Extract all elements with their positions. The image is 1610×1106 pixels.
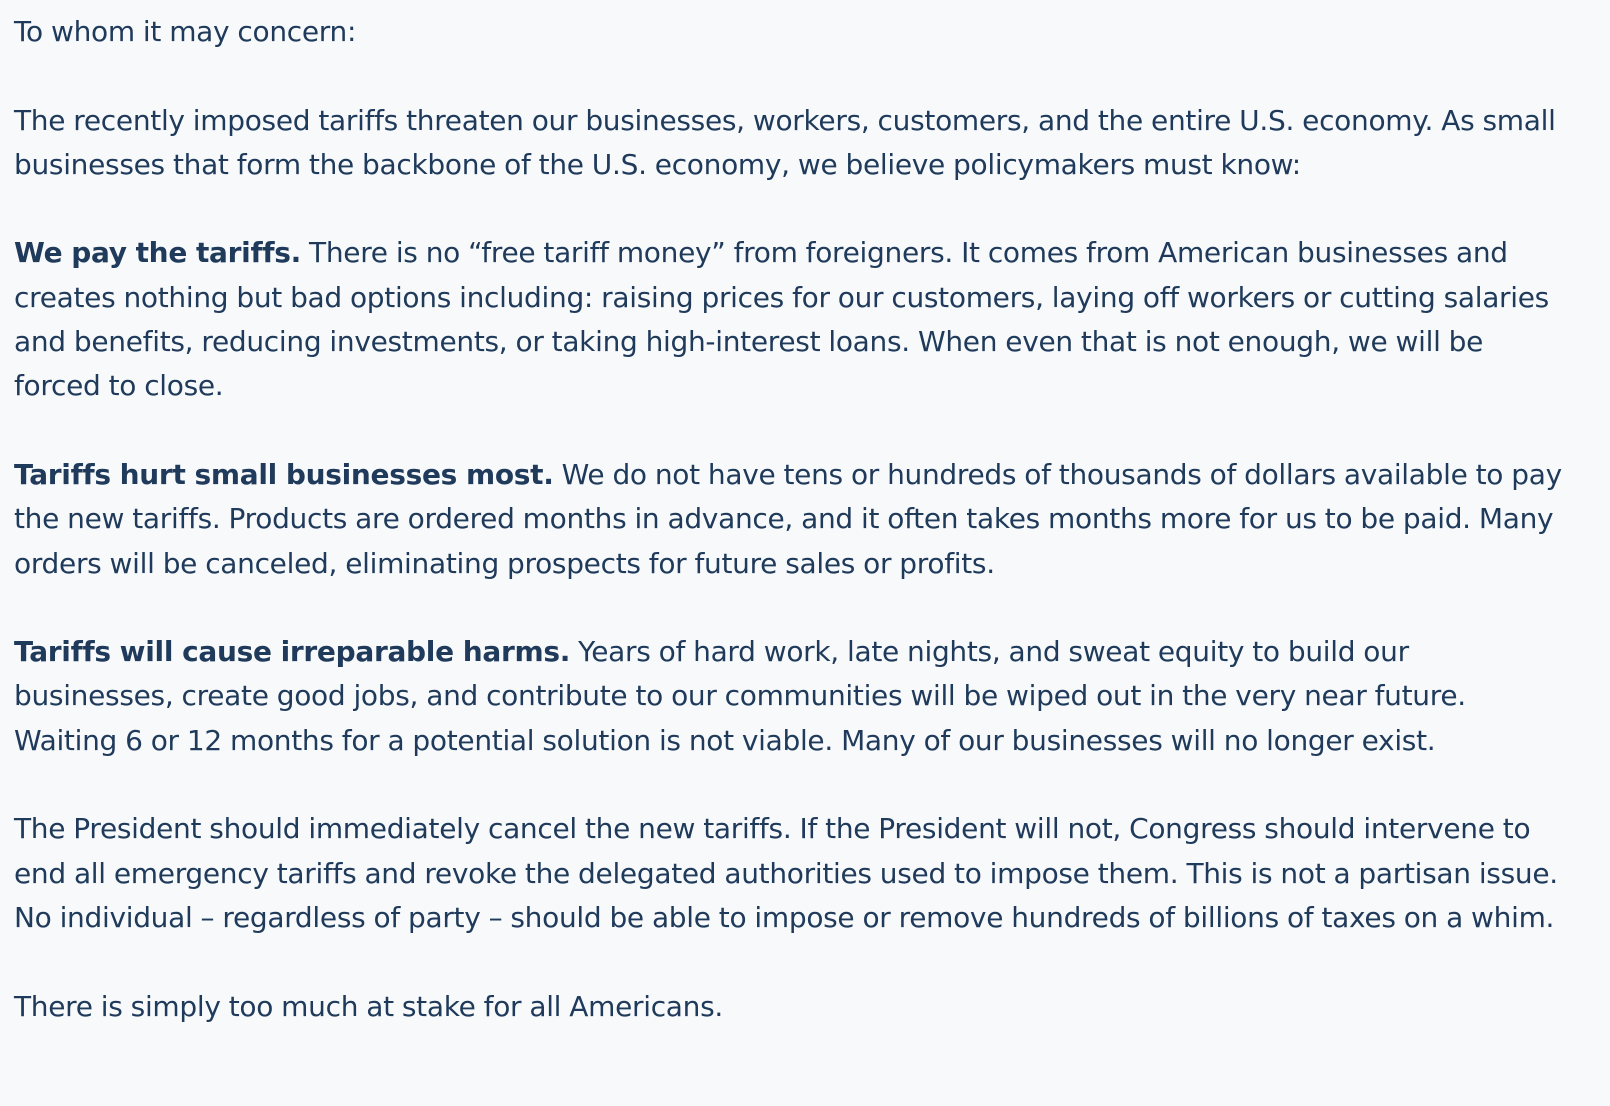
call-to-action-paragraph: The President should immediately cancel the new tariffs. If the President will not, Congress should intervene to end all emergency tariffs and revoke the delegated authorities used to impose them. This is not a partisan issue. No individual – regardless of party – should be able to impose or remove hundreds of billions of taxes on a whim. (14, 812, 1558, 934)
point-heading: Tariffs will cause irreparable harms. (14, 635, 571, 669)
intro-paragraph: The recently imposed tariffs threaten our businesses, workers, customers, and the entire U.S. economy. As small businesses that form the backbone of the U.S. economy, we believe policymakers must know: (14, 103, 1556, 181)
point-pay-tariffs (14, 231, 1574, 408)
point-small-businesses (14, 453, 1574, 586)
point-body: We do not have tens or hundreds of thousands of dollars available to pay the new tariffs. Products are ordered months in advance, and it often takes months more for us to be paid. Many orders will be canceled, eliminating prospects for future sales or profits. (14, 457, 1562, 580)
point-body: Years of hard work, late nights, and sweat equity to build our businesses, create good jobs, and contribute to our communities will be wiped out in the very near future. Waiting 6 or 12 months for a potential solution is not viable. Many of our businesses will no longer exist. (14, 635, 1466, 757)
point-heading: Tariffs hurt small businesses most. (14, 457, 554, 491)
salutation: To whom it may concern: (14, 15, 357, 48)
point-body: There is no “free tariff money” from foreigners. It comes from American businesses and creates nothing but bad options including: raising prices for our customers, laying off workers or cutting salaries and benefits, reducing investments, or taking high-interest loans. When even that is not enough, we will be forced to close. (14, 236, 1549, 403)
letter-body (14, 10, 1574, 1029)
closing-paragraph: There is simply too much at stake for all Americans. (14, 989, 723, 1023)
point-irreparable-harms (14, 630, 1574, 763)
point-heading: We pay the tariffs. (14, 236, 301, 270)
